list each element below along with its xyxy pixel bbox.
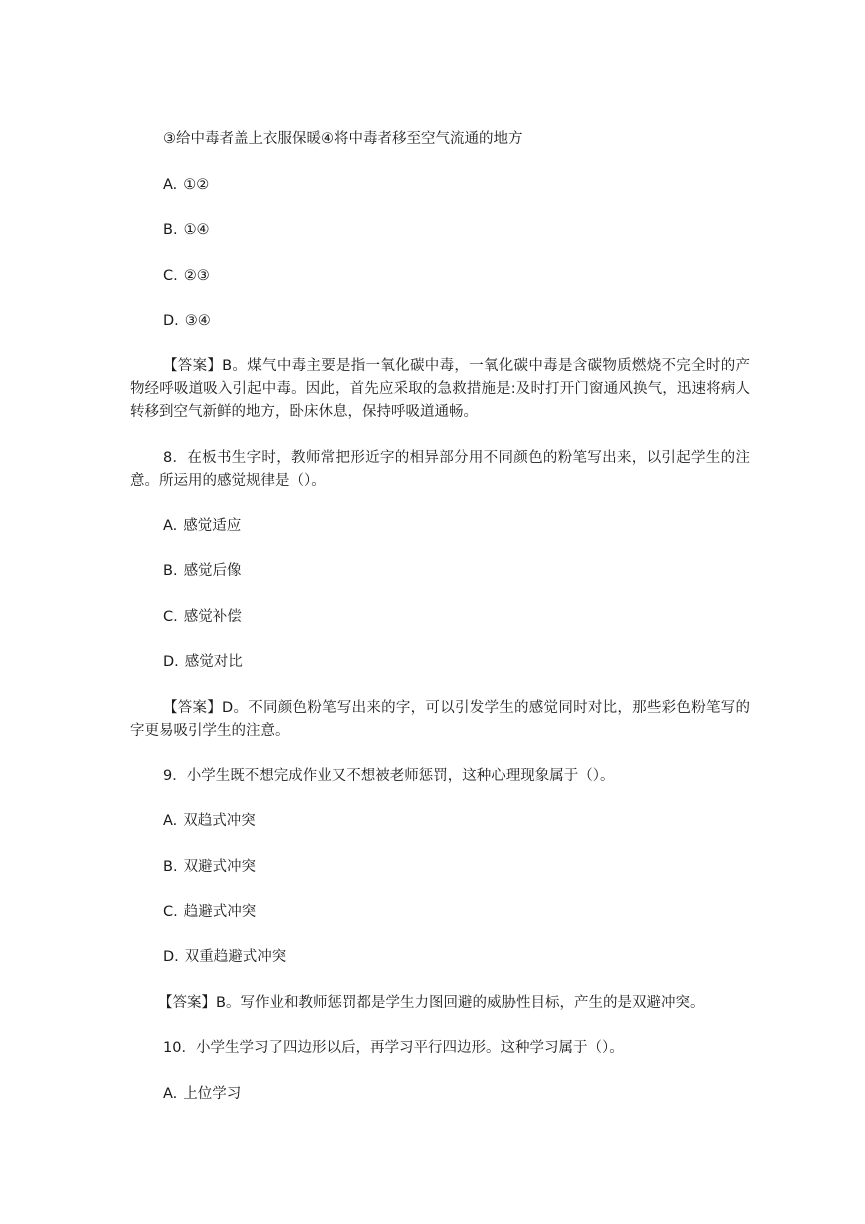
option-text: 感觉对比 (184, 654, 243, 670)
q9-option-a (163, 810, 256, 832)
option-key: A. (163, 518, 178, 534)
question-7-stem-continuation: ③给中毒者盖上衣服保暖④将中毒者移至空气流通的地方 (163, 131, 523, 147)
option-text: 趋避式冲突 (183, 904, 257, 920)
q8-option-d (163, 651, 243, 673)
option-key: D. (163, 654, 179, 670)
option-key: B. (163, 222, 178, 238)
q7-answer: 【答案】B。煤气中毒主要是指一氧化碳中毒，一氧化碳中毒是含碳物质燃烧不完全时的产物经呼吸道吸入引起中毒。因此，首先应采取的急救措施是:及时打开门窗通风换气，迅速将病人转移到空气新鲜的地方，卧床休息，保持呼吸道通畅。 (130, 358, 750, 420)
option-key: A. (163, 177, 178, 193)
option-key: B. (163, 859, 178, 875)
option-key: A. (163, 1086, 178, 1102)
option-text: ②③ (183, 268, 210, 284)
q8-option-c (163, 606, 242, 628)
q7-option-c (163, 265, 210, 287)
option-text: 感觉后像 (183, 563, 242, 579)
q7-option-d (163, 310, 211, 332)
option-key: D. (163, 313, 179, 329)
option-key: C. (163, 268, 178, 284)
option-key: C. (163, 904, 178, 920)
option-key: C. (163, 609, 178, 625)
question-8-stem: 8．在板书生字时，教师常把形近字的相异部分用不同颜色的粉笔写出来，以引起学生的注意。所运用的感觉规律是（）。 (130, 450, 750, 489)
q9-option-b (163, 856, 256, 878)
q10-option-a (163, 1083, 241, 1105)
q9-answer: 【答案】B。写作业和教师惩罚都是学生力图回避的威胁性目标，产生的是双避冲突。 (158, 995, 705, 1011)
option-text: 上位学习 (183, 1086, 242, 1102)
q7-option-b (163, 219, 210, 241)
option-text: 双重趋避式冲突 (184, 949, 287, 965)
option-text: 感觉补偿 (183, 609, 242, 625)
option-text: 双趋式冲突 (183, 813, 256, 829)
option-text: ①② (183, 177, 210, 193)
option-text: ①④ (183, 222, 210, 238)
question-10-stem: 10．小学生学习了四边形以后，再学习平行四边形。这种学习属于（）。 (163, 1040, 624, 1056)
option-text: 感觉适应 (183, 518, 242, 534)
option-text: 双避式冲突 (183, 859, 257, 875)
option-key: D. (163, 949, 179, 965)
q8-option-a (163, 515, 241, 537)
q8-answer: 【答案】D。不同颜色粉笔写出来的字，可以引发学生的感觉同时对比，那些彩色粉笔写的字更易吸引学生的注意。 (130, 700, 750, 739)
question-9-stem: 9．小学生既不想完成作业又不想被老师惩罚，这种心理现象属于（）。 (163, 768, 615, 784)
option-key: B. (163, 563, 178, 579)
q9-option-c (163, 901, 256, 923)
option-text: ③④ (184, 313, 211, 329)
q9-option-d (163, 946, 286, 968)
option-key: A. (163, 813, 178, 829)
q7-option-a (163, 174, 209, 196)
q8-option-b (163, 560, 242, 582)
